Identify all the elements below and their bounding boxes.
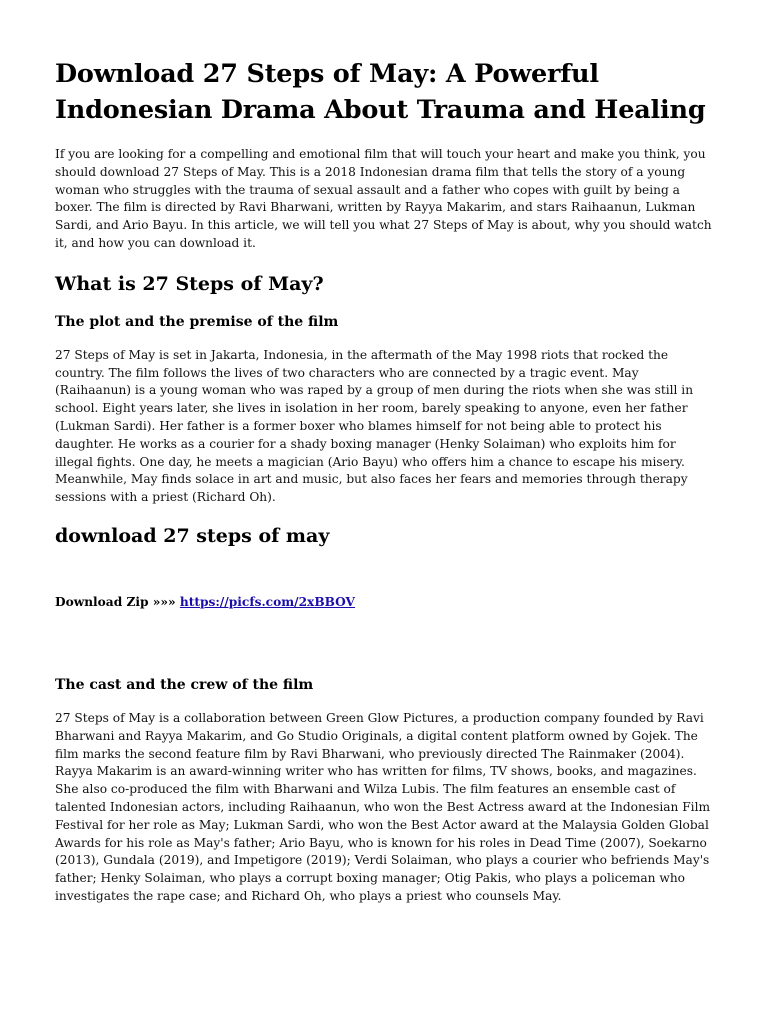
- plot-paragraph: 27 Steps of May is set in Jakarta, Indonesia, in the aftermath of the May 1998 riots that rocked the country. The film follows the lives of two characters who are connected by a tragic event. May (Raihaanun) is a young woman who was raped by a group of men during the riots when she was still in school. Eight years later, she lives in isolation in her room, barely speaking to anyone, even her father (Lukman Sardi). Her father is a former boxer who blames himself for not being able to protect his daughter. He works as a courier for a shady boxing manager (Henky Solaiman) who exploits him for illegal fights. One day, he meets a magician (Ario Bayu) who offers him a chance to escape his misery. Meanwhile, May finds solace in art and music, but also faces her fears and memories through therapy sessions with a priest (Richard Oh).: [55, 347, 694, 505]
- section-heading-what-is: What is 27 Steps of May?: [55, 272, 324, 295]
- download-link[interactable]: https://picfs.com/2xBBOV: [179, 594, 356, 609]
- download-label: Download Zip »»»: [55, 594, 180, 609]
- article-page: [55, 56, 715, 906]
- subheading-cast-crew: The cast and the crew of the film: [55, 676, 314, 693]
- download-line: [55, 593, 715, 611]
- intro-paragraph: If you are looking for a compelling and emotional film that will touch your heart and make you think, you should download 27 Steps of May. This is a 2018 Indonesian drama film that tells the story of a young woman who struggles with the trauma of sexual assault and a father who copes with guilt by being a boxer. The film is directed by Ravi Bharwani, written by Rayya Makarim, and stars Raihaanun, Lukman Sardi, and Ario Bayu. In this article, we will tell you what 27 Steps of May is about, why you should watch it, and how you can download it.: [55, 147, 712, 250]
- section-heading-download: download 27 steps of may: [55, 524, 330, 547]
- subheading-plot: The plot and the premise of the film: [55, 313, 339, 330]
- cast-paragraph: 27 Steps of May is a collaboration between Green Glow Pictures, a production company founded by Ravi Bharwani and Rayya Makarim, and Go Studio Originals, a digital content platform owned by Gojek. The film marks the second feature film by Ravi Bharwani, who previously directed The Rainmaker (2004). Rayya Makarim is an award-winning writer who has written for films, TV shows, books, and magazines. She also co-produced the film with Bharwani and Wilza Lubis. The film features an ensemble cast of talented Indonesian actors, including Raihaanun, who won the Best Actress award at the Indonesian Film Festival for her role as May; Lukman Sardi, who won the Best Actor award at the Malaysia Golden Global Awards for his role as May's father; Ario Bayu, who is known for his roles in Dead Time (2007), Soekarno (2013), Gundala (2019), and Impetigore (2019); Verdi Solaiman, who plays a courier who befriends May's father; Henky Solaiman, who plays a corrupt boxing manager; Otig Pakis, who plays a policeman who investigates the rape case; and Richard Oh, who plays a priest who counsels May.: [55, 710, 711, 903]
- page-title: Download 27 Steps of May: A Powerful Indonesian Drama About Trauma and Healing: [55, 59, 706, 125]
